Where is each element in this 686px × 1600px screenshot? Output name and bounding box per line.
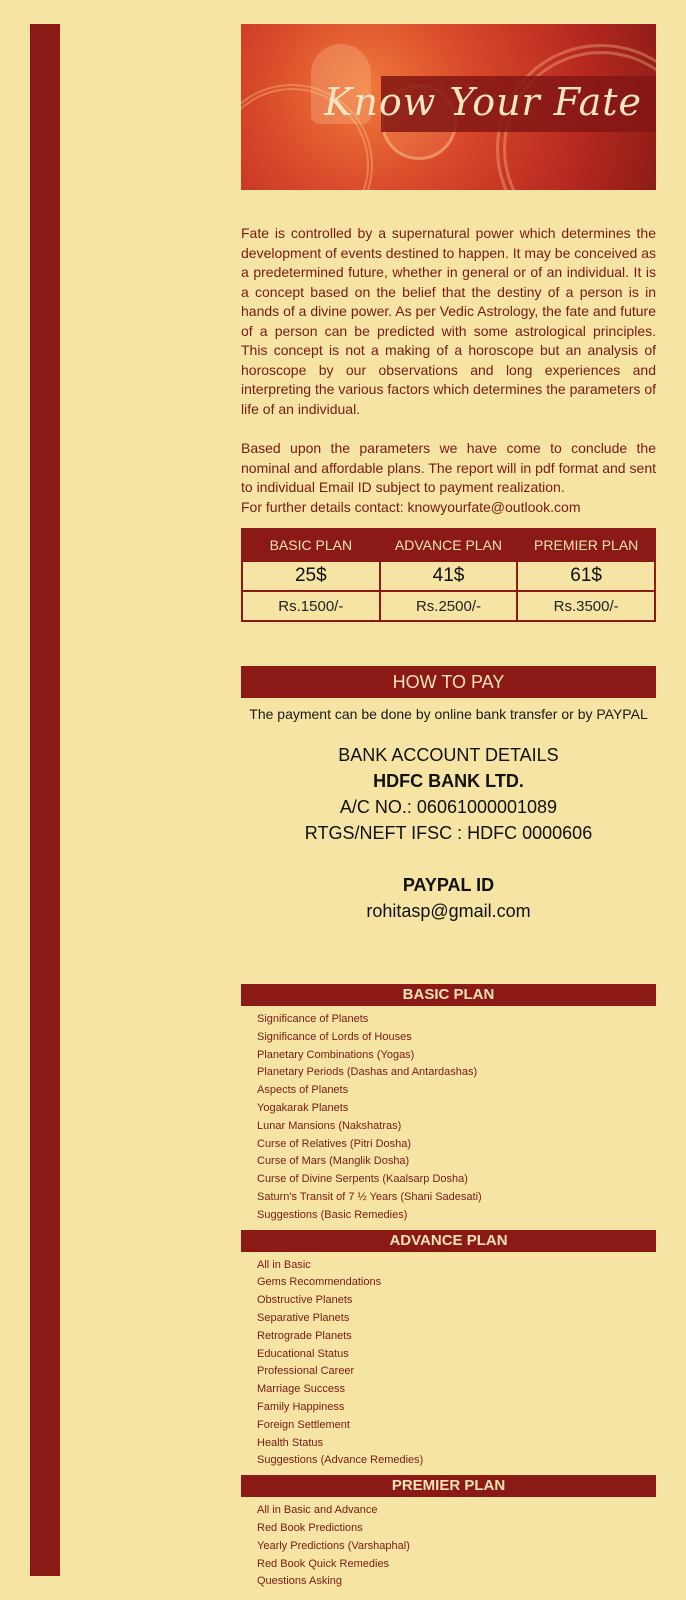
header-advance: ADVANCE PLAN — [380, 529, 518, 561]
plan-feature-item: Marriage Success — [257, 1383, 346, 1396]
plan-feature-item: Saturn's Transit of 7 ½ Years (Shani Sadesati) — [257, 1190, 482, 1203]
basic-plan-list — [257, 1011, 656, 1225]
advance-plan-list — [257, 1257, 656, 1471]
plan-feature-item: Family Happiness — [257, 1400, 345, 1413]
intro-text — [241, 224, 656, 517]
pricing-header-row — [242, 529, 655, 561]
paypal-id: rohitasp@gmail.com — [366, 901, 531, 921]
plan-feature-item: Health Status — [257, 1436, 324, 1449]
paypal-details — [241, 872, 656, 924]
plan-feature-item: Professional Career — [257, 1365, 355, 1378]
left-decorative-bar — [30, 24, 60, 1576]
plan-feature-item: Separative Planets — [257, 1311, 350, 1324]
plan-feature-item: Educational Status — [257, 1347, 349, 1360]
bank-name: HDFC BANK LTD. — [373, 771, 524, 791]
plan-feature-item: Red Book Quick Remedies — [257, 1557, 390, 1570]
price-inr-basic: Rs.1500/- — [242, 591, 380, 621]
intro-paragraph-2 — [241, 439, 656, 517]
intro-paragraph-1: Fate is controlled by a supernatural power which determines the development of events destined to happen. It may be conceived as a predetermined future, whether in general or of an individual. It is a concept based on the belief that the destiny of a person is in hands of a divine power. As per Vedic Astrology, the fate and future of a person can be predicted with some astrological principles. This concept is not a making of a horoscope but an analysis of horoscope by our observations and long experiences and interpreting the various factors which determines the parameters of life of an individual. — [241, 225, 656, 417]
header-basic: BASIC PLAN — [242, 529, 380, 561]
ifsc-code: RTGS/NEFT IFSC : HDFC 0000606 — [304, 823, 593, 843]
advance-plan-heading: ADVANCE PLAN — [241, 1230, 656, 1252]
banner-title: Know Your Fate — [324, 80, 642, 124]
payment-note: The payment can be done by online bank transfer or by PAYPAL — [249, 706, 648, 722]
plan-feature-item: Curse of Divine Serpents (Kaalsarp Dosha) — [257, 1173, 468, 1186]
plan-feature-item: Planetary Combinations (Yogas) — [257, 1048, 415, 1061]
plan-feature-item: Questions Asking — [257, 1575, 342, 1588]
price-usd-advance: 41$ — [380, 561, 518, 591]
header-premier: PREMIER PLAN — [517, 529, 655, 561]
plan-feature-item: Red Book Predictions — [257, 1521, 363, 1534]
bank-heading: BANK ACCOUNT DETAILS — [338, 745, 559, 765]
plan-feature-item: Curse of Mars (Manglik Dosha) — [257, 1155, 410, 1168]
banner — [241, 24, 656, 190]
premier-plan-heading: PREMIER PLAN — [241, 1475, 656, 1497]
plan-feature-item: Retrograde Planets — [257, 1329, 352, 1342]
paypal-heading: PAYPAL ID — [402, 875, 495, 895]
premier-plan-list — [257, 1502, 656, 1591]
plan-feature-item: All in Basic — [257, 1258, 311, 1271]
plan-feature-item: Gems Recommendations — [257, 1276, 382, 1289]
plan-feature-item: Planetary Periods (Dashas and Antardashas) — [257, 1066, 478, 1079]
plan-feature-item: Significance of Lords of Houses — [257, 1030, 412, 1043]
plan-feature-item: All in Basic and Advance — [257, 1504, 378, 1517]
plan-feature-item: Obstructive Planets — [257, 1294, 353, 1307]
pricing-usd-row — [242, 561, 655, 591]
how-to-pay-heading: HOW TO PAY — [241, 666, 656, 698]
plan-feature-item: Yogakarak Planets — [257, 1101, 349, 1114]
basic-plan-heading: BASIC PLAN — [241, 984, 656, 1006]
plan-feature-item: Yearly Predictions (Varshaphal) — [257, 1539, 410, 1552]
pricing-inr-row — [242, 591, 655, 621]
plan-feature-item: Suggestions (Basic Remedies) — [257, 1208, 408, 1221]
plan-feature-item: Lunar Mansions (Nakshatras) — [257, 1119, 402, 1132]
intro-paragraph-2-text: Based upon the parameters we have come to conclude the nominal and affordable plans. The report will in pdf format and sent to individual Email ID subject to payment realization. — [241, 440, 656, 495]
price-usd-premier: 61$ — [517, 561, 655, 591]
plan-feature-item: Significance of Planets — [257, 1013, 369, 1025]
bank-details — [241, 742, 656, 846]
contact-line: For further details contact: knowyourfate@outlook.com — [241, 498, 581, 515]
pricing-table — [241, 528, 656, 622]
price-usd-basic: 25$ — [242, 561, 380, 591]
plan-feature-item: Foreign Settlement — [257, 1418, 350, 1431]
account-number: A/C NO.: 06061000001089 — [339, 797, 558, 817]
plan-feature-item: Aspects of Planets — [257, 1084, 349, 1097]
plan-feature-item: Curse of Relatives (Pitri Dosha) — [257, 1137, 412, 1150]
main-content — [241, 24, 656, 1596]
price-inr-advance: Rs.2500/- — [380, 591, 518, 621]
price-inr-premier: Rs.3500/- — [517, 591, 655, 621]
plan-feature-item: Suggestions (Advance Remedies) — [257, 1454, 424, 1467]
